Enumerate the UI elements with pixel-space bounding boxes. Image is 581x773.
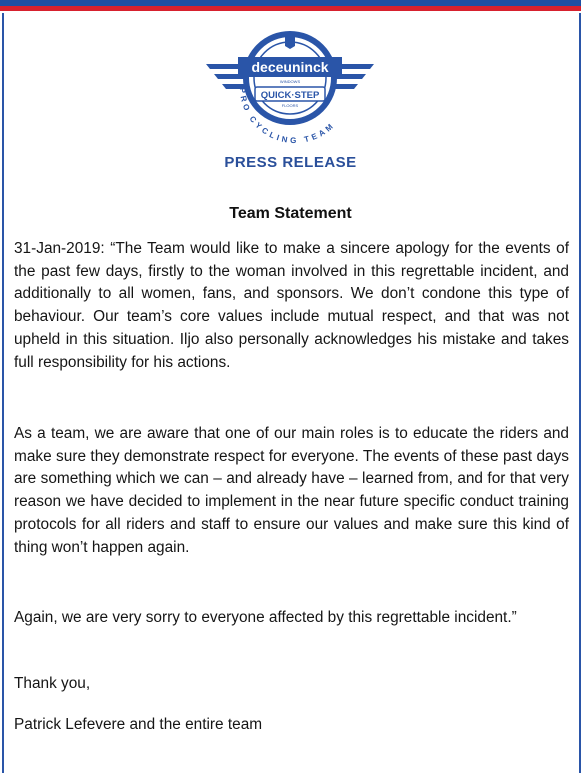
team-logo [200,18,380,158]
statement-title: Team Statement [229,205,352,222]
logo-partner-sub-text: FLOORS [281,103,299,108]
closing-line: Thank you, [14,675,91,692]
crest-icon [285,33,295,49]
logo-partner-text: QUICK·STEP [260,90,320,101]
team-logo-graphic [200,18,380,158]
statement-paragraph-1: 31-Jan-2019: “The Team would like to make a sincere apology for the events of the past few days, firstly to the woman involved in this regrettable incident, and additionally to all women, fans, and sponsors. We don’t condone this type of behaviour. Our team’s core values include mutual respect, and that was not upheld in this situation. Iljo also personally acknowledges his mistake and takes full responsibility for his actions. [14,240,569,371]
logo-brand-text: deceuninck [251,59,329,75]
signature-line: Patrick Lefevere and the entire team [14,716,263,733]
statement-paragraph-3: Again, we are very sorry to everyone affected by this regrettable incident.” [14,609,517,626]
logo-brand-sub-text: WINDOWS [279,79,301,84]
statement-paragraph-2: As a team, we are aware that one of our main roles is to educate the riders and make sure they demonstrate respect for everyone. The events of these past days are something which we can – and already have – learned from, and for that very reason we have decided to implement in the near future specific conduct training protocols for all riders and staff to ensure our values and make sure this kind of thing won’t happen again. [14,425,569,556]
top-red-stripe [0,6,581,11]
logo-arc-text: PRO CYCLING TEAM [237,87,338,146]
press-release-heading: PRESS RELEASE [224,154,357,171]
